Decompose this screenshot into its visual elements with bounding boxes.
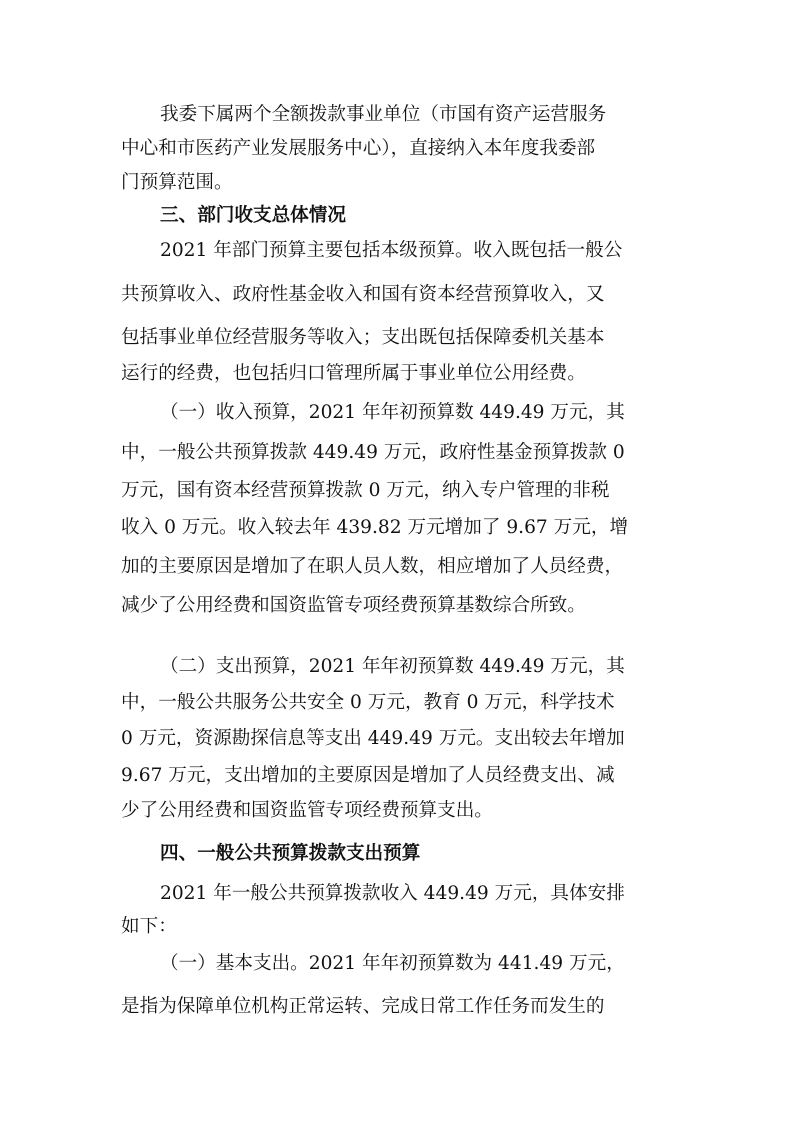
paragraph-line: 运行的经费，也包括归口管理所属于事业单位公用经费。 [121, 363, 586, 384]
paragraph-line: 2021 年部门预算主要包括本级预算。收入既包括一般公 [160, 240, 623, 261]
paragraph-line: 我委下属两个全额拨款事业单位（市国有资产运营服务 [160, 104, 607, 125]
paragraph-line: 中心和市医药产业发展服务中心），直接纳入本年度我委部 [121, 138, 596, 159]
paragraph-line: （一）收入预算，2021 年年初预算数 449.49 万元，其 [160, 402, 625, 423]
paragraph-line: 2021 年一般公共预算拨款收入 449.49 万元，具体安排 [160, 883, 625, 904]
paragraph-line: 中，一般公共预算拨款 449.49 万元，政府性基金预算拨款 0 [121, 442, 625, 463]
section-heading: 四、一般公共预算拨款支出预算 [160, 843, 421, 864]
paragraph-line: 减少了公用经费和国资监管专项经费预算基数综合所致。 [121, 595, 586, 616]
paragraph-line: 中，一般公共服务公共安全 0 万元，教育 0 万元，科学技术 [121, 692, 615, 713]
paragraph-line: （一）基本支出。2021 年年初预算数为 441.49 万元， [160, 953, 625, 974]
paragraph-line: 如下： [121, 916, 177, 937]
paragraph-line: 少了公用经费和国资监管专项经费预算支出。 [121, 800, 493, 821]
paragraph-line: 0 万元，资源勘探信息等支出 449.49 万元。支出较去年增加 [121, 728, 625, 749]
paragraph-line: 万元，国有资本经营预算拨款 0 万元，纳入专户管理的非税 [121, 480, 610, 501]
paragraph-line: 加的主要原因是增加了在职人员人数，相应增加了人员经费， [121, 556, 624, 577]
paragraph-line: 包括事业单位经营服务等收入；支出既包括保障委机关基本 [121, 327, 605, 348]
paragraph-line: 收入 0 万元。收入较去年 439.82 万元增加了 9.67 万元，增 [121, 517, 629, 538]
section-heading: 三、部门收支总体情况 [160, 205, 346, 226]
paragraph-line: 9.67 万元，支出增加的主要原因是增加了人员经费支出、减 [121, 765, 615, 786]
paragraph-line: 共预算收入、政府性基金收入和国有资本经营预算收入，又 [121, 284, 605, 305]
paragraph-line: （二）支出预算，2021 年年初预算数 449.49 万元，其 [160, 656, 625, 677]
paragraph-line: 是指为保障单位机构正常运转、完成日常工作任务而发生的 [121, 996, 605, 1017]
paragraph-line: 门预算范围。 [121, 172, 233, 193]
